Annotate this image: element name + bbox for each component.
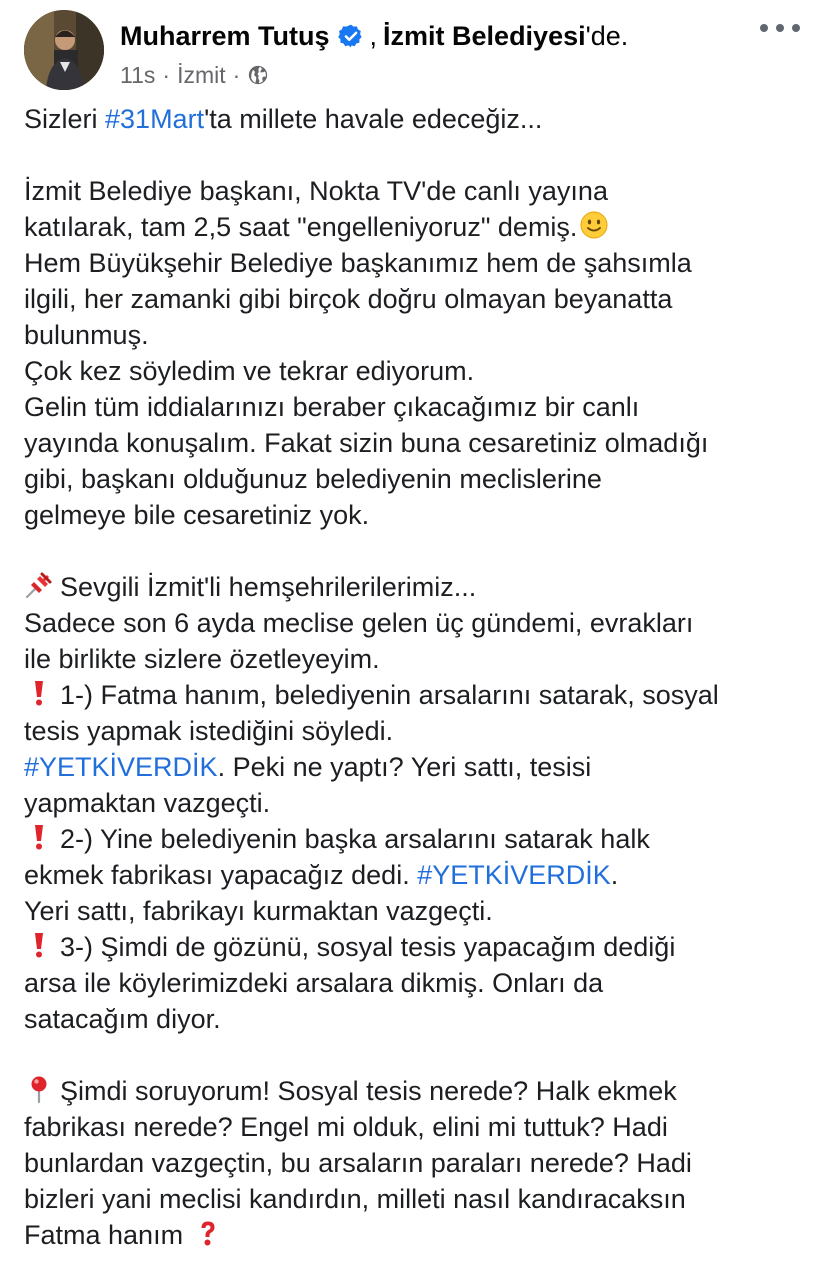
post-line: Yeri sattı, fabrikayı kurmaktan vazgeçti.	[24, 896, 493, 926]
post-text: 'ta millete havale edeceğiz...	[204, 104, 543, 134]
author-suffix: 'de.	[585, 21, 629, 51]
post-text: . Peki ne yaptı? Yeri sattı, tesisi	[217, 752, 592, 782]
post-line: gelmeye bile cesaretiniz yok.	[24, 500, 370, 530]
post-line: Çok kez söyledim ve tekrar ediyorum.	[24, 356, 475, 386]
post-text: ekmek fabrikası yapacağız dedi.	[24, 860, 418, 890]
post-meta	[120, 58, 269, 92]
more-dot-icon	[792, 24, 800, 32]
post-time[interactable]: 11s	[120, 61, 156, 88]
post-text: Fatma hanım	[24, 1220, 184, 1250]
post-text: katılarak, tam 2,5 saat "engelleniyoruz" demiş.	[24, 212, 578, 242]
post-location[interactable]: İzmit	[177, 61, 226, 88]
post-line: Hem Büyükşehir Belediye başkanımız hem de şahsımla	[24, 248, 692, 278]
post-text: Şimdi soruyorum! Sosyal tesis nerede? Halk ekmek	[60, 1076, 677, 1106]
post-line: arsa ile köylerimizdeki arsalara dikmiş. Onları da	[24, 968, 604, 998]
more-dot-icon	[760, 24, 768, 32]
blank-line	[24, 533, 814, 569]
hashtag-link[interactable]: #31Mart	[105, 104, 205, 134]
post-text: 1-) Fatma hanım, belediyenin arsalarını satarak, sosyal	[60, 680, 719, 710]
globe-icon[interactable]	[247, 64, 269, 86]
verified-badge-icon	[338, 23, 364, 49]
exclamation-mark-icon	[24, 822, 54, 852]
author-separator: ,	[369, 21, 378, 51]
post-line	[24, 677, 814, 713]
post-line	[24, 569, 814, 605]
post-line: ile birlikte sizlere özetleyeyim.	[24, 644, 380, 674]
hashtag-link[interactable]: #YETKİVERDİK	[417, 860, 611, 890]
post-line: bunlardan vazgeçtin, bu arsaların paraları nerede? Hadi	[24, 1148, 692, 1178]
post-line	[24, 209, 814, 245]
post-header	[0, 0, 828, 100]
more-dot-icon	[776, 24, 784, 32]
post-line: yapmaktan vazgeçti.	[24, 788, 271, 818]
post-line: satacağım diyor.	[24, 1004, 221, 1034]
post-line	[24, 101, 814, 137]
post-line: İzmit Belediye başkanı, Nokta TV'de canlı yayına	[24, 176, 608, 206]
meta-dot: ·	[162, 61, 171, 88]
post-text: Sevgili İzmit'li hemşehrilerilerimiz...	[60, 572, 477, 602]
avatar-photo	[24, 10, 104, 90]
slightly-smiling-face-icon	[579, 210, 609, 240]
post-line: yayında konuşalım. Fakat sizin buna cesaretiniz olmadığı	[24, 428, 709, 458]
post-line: fabrikası nerede? Engel mi olduk, elini mi tuttuk? Hadi	[24, 1112, 668, 1142]
exclamation-mark-icon	[24, 930, 54, 960]
post-line: bulunmuş.	[24, 320, 149, 350]
post-line: Gelin tüm iddialarınızı beraber çıkacağımız bir canlı	[24, 392, 640, 422]
post-line	[24, 1073, 814, 1109]
post-line	[24, 1217, 814, 1253]
meta-dot: ·	[232, 61, 241, 88]
post-line	[24, 857, 814, 893]
exclamation-mark-icon	[24, 678, 54, 708]
post-line	[24, 821, 814, 857]
author-line	[120, 18, 628, 54]
pushpin-icon	[24, 570, 54, 600]
avatar[interactable]	[24, 10, 104, 90]
post-text: .	[610, 860, 619, 890]
post-line	[24, 749, 814, 785]
post-text: 2-) Yine belediyenin başka arsalarını satarak halk	[60, 824, 650, 854]
blank-line	[24, 137, 814, 173]
page-name-link[interactable]: İzmit Belediyesi	[383, 21, 586, 51]
author-name[interactable]: Muharrem Tutuş	[120, 21, 330, 51]
round-pushpin-icon	[24, 1074, 54, 1104]
blank-line	[24, 1037, 814, 1073]
post-line: ilgili, her zamanki gibi birçok doğru olmayan beyanatta	[24, 284, 673, 314]
post-line: tesis yapmak istediğini söyledi.	[24, 716, 394, 746]
hashtag-link[interactable]: #YETKİVERDİK	[24, 752, 218, 782]
question-mark-icon	[193, 1218, 223, 1248]
more-options-button[interactable]	[760, 16, 800, 40]
post-line: bizleri yani meclisi kandırdın, milleti nasıl kandıracaksın	[24, 1184, 686, 1214]
post-line: Sadece son 6 ayda meclise gelen üç gündemi, evrakları	[24, 608, 694, 638]
post-body	[24, 101, 814, 1253]
post-text: 3-) Şimdi de gözünü, sosyal tesis yapacağım dediği	[60, 932, 676, 962]
post-line: gibi, başkanı olduğunuz belediyenin meclislerine	[24, 464, 602, 494]
post-text: Sizleri	[24, 104, 106, 134]
post-line	[24, 929, 814, 965]
